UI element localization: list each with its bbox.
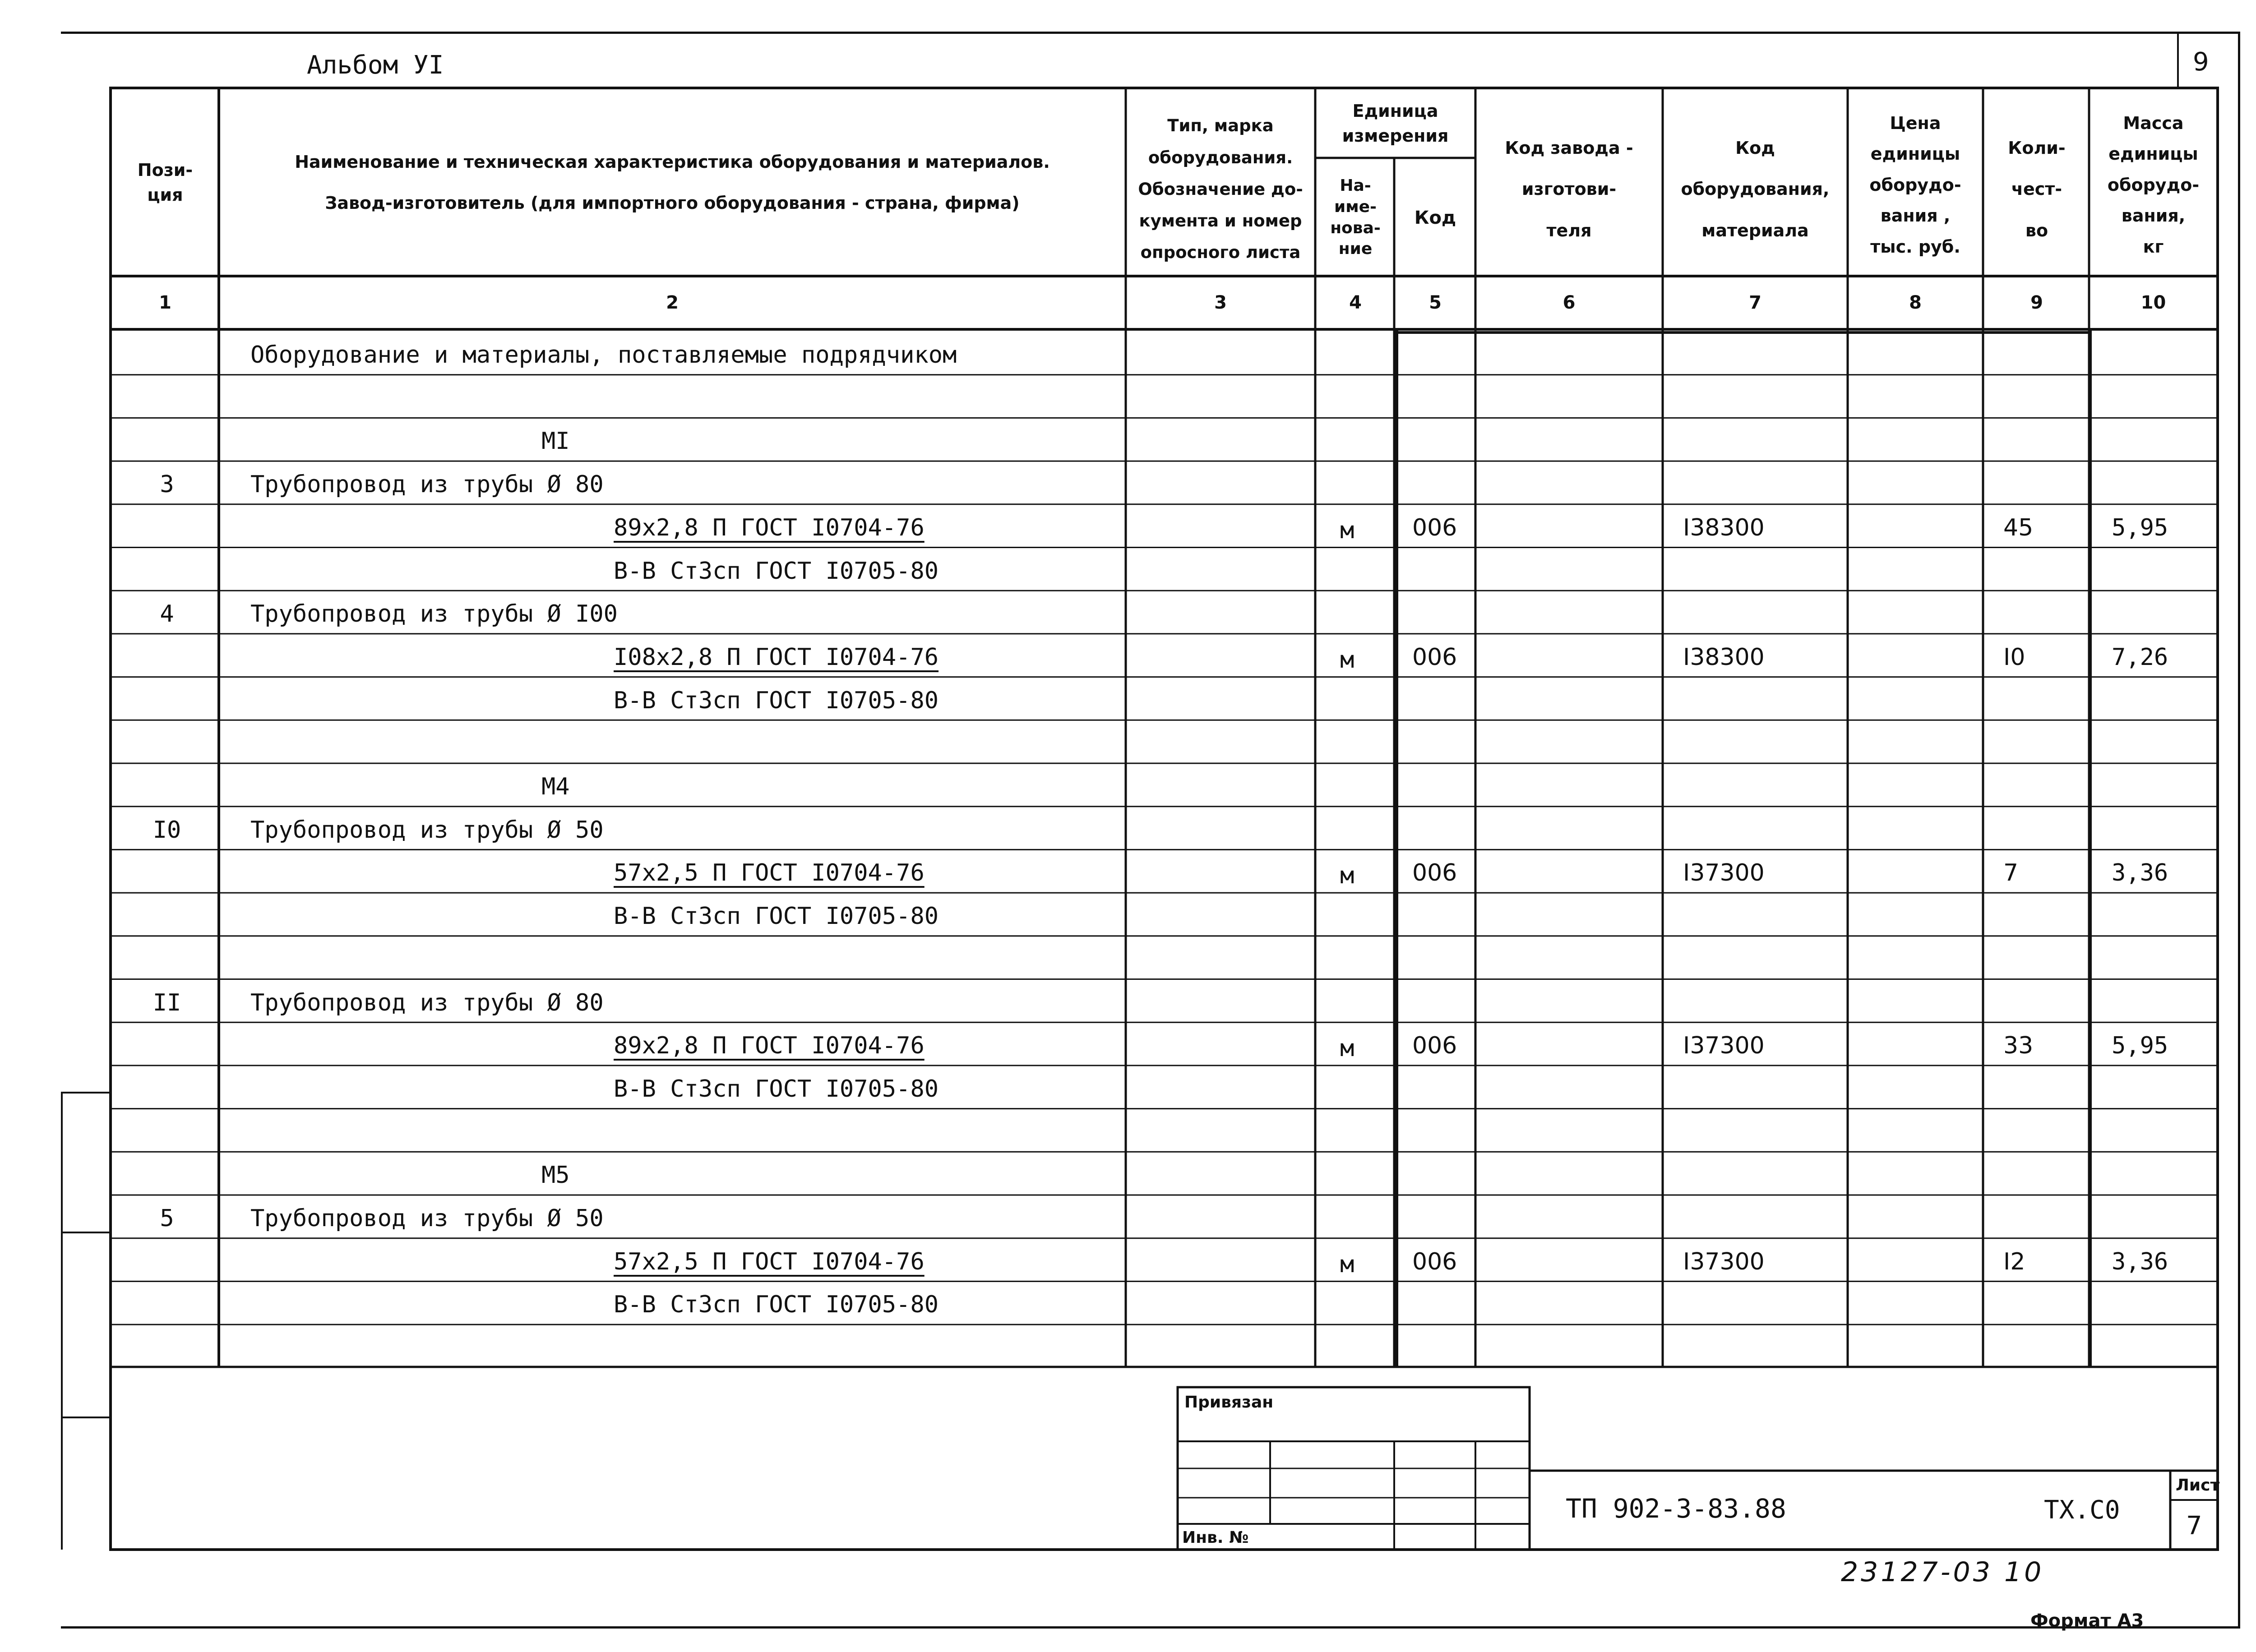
row-name: В-В Ст3сп ГОСТ I0705-80 bbox=[614, 1291, 939, 1319]
row-name: M4 bbox=[541, 773, 570, 800]
row-quantity: 7 bbox=[2003, 859, 2019, 887]
row-material-code: I37300 bbox=[1683, 1032, 1765, 1060]
row-mass: 5,95 bbox=[2112, 1032, 2168, 1060]
header-material-code: Код оборудования, материала bbox=[1681, 138, 1830, 240]
row-unit: м bbox=[1340, 517, 1355, 544]
row-name: 57x2,5 П ГОСТ I0704-76 bbox=[614, 859, 925, 887]
row-name: Оборудование и материалы, поставляемые подрядчиком bbox=[250, 341, 957, 369]
handwritten-number: 23127-03 10 bbox=[1841, 1556, 2044, 1588]
column-number-6: 6 bbox=[1563, 292, 1576, 313]
stamp-sheet-number: 7 bbox=[2186, 1511, 2202, 1541]
column-number-1: 1 bbox=[159, 292, 171, 313]
row-name: Трубопровод из трубы Ø 80 bbox=[250, 989, 604, 1016]
row-position: 4 bbox=[160, 600, 174, 628]
row-name: Трубопровод из трубы Ø 50 bbox=[250, 1205, 604, 1232]
row-material-code: I38300 bbox=[1683, 643, 1765, 671]
row-quantity: 45 bbox=[2003, 514, 2034, 541]
column-number-3: 3 bbox=[1214, 292, 1227, 313]
stamp-privyazan: Привязан bbox=[1184, 1393, 1274, 1412]
format-label: Формат А3 bbox=[2030, 1610, 2144, 1631]
column-number-8: 8 bbox=[1909, 292, 1922, 313]
row-name: 89x2,8 П ГОСТ I0704-76 bbox=[614, 514, 925, 541]
stamp-designation: ТП 902-3-83.88 bbox=[1566, 1493, 1786, 1524]
row-material-code: I38300 bbox=[1683, 514, 1765, 541]
row-name: В-В Ст3сп ГОСТ I0705-80 bbox=[614, 903, 939, 930]
row-name: Трубопровод из трубы Ø I00 bbox=[250, 600, 618, 628]
column-number-4: 4 bbox=[1349, 292, 1362, 313]
album-label: Альбом УI bbox=[307, 51, 444, 80]
header-unit-name: На- име- нова- ние bbox=[1330, 176, 1381, 258]
stamp-doc-code: ТХ.С0 bbox=[2044, 1495, 2120, 1525]
row-material-code: I37300 bbox=[1683, 1248, 1765, 1275]
row-name: В-В Ст3сп ГОСТ I0705-80 bbox=[614, 557, 939, 585]
row-unit-code: 006 bbox=[1412, 859, 1457, 887]
row-quantity: I2 bbox=[2003, 1248, 2025, 1275]
row-position: 3 bbox=[160, 471, 174, 498]
row-unit: м bbox=[1340, 862, 1355, 890]
header-position: Пози- ция bbox=[137, 160, 193, 205]
row-mass: 3,36 bbox=[2112, 859, 2168, 887]
row-name: I08x2,8 П ГОСТ I0704-76 bbox=[614, 643, 939, 671]
column-number-2: 2 bbox=[666, 292, 679, 313]
row-unit-code: 006 bbox=[1412, 1032, 1457, 1060]
column-number-10: 10 bbox=[2140, 292, 2166, 313]
row-name: 89x2,8 П ГОСТ I0704-76 bbox=[614, 1032, 925, 1060]
row-unit: м bbox=[1340, 646, 1355, 674]
row-name: В-В Ст3сп ГОСТ I0705-80 bbox=[614, 687, 939, 714]
row-unit-code: 006 bbox=[1412, 643, 1457, 671]
header-unit: Единица измерения bbox=[1342, 101, 1449, 146]
row-mass: 3,36 bbox=[2112, 1248, 2168, 1275]
row-unit-code: 006 bbox=[1412, 514, 1457, 541]
row-unit-code: 006 bbox=[1412, 1248, 1457, 1275]
header-type: Тип, марка оборудования. Обозначение до- кумента и номер опросного листа bbox=[1138, 116, 1303, 263]
row-position: II bbox=[153, 989, 181, 1016]
column-number-9: 9 bbox=[2030, 292, 2043, 313]
column-number-5: 5 bbox=[1429, 292, 1442, 313]
stamp-inv-no: Инв. № bbox=[1182, 1528, 1249, 1547]
row-name: Трубопровод из трубы Ø 80 bbox=[250, 471, 604, 498]
row-mass: 7,26 bbox=[2112, 643, 2168, 671]
row-name: M5 bbox=[541, 1162, 570, 1189]
header-factory-code: Код завода - изготови- теля bbox=[1505, 138, 1633, 240]
row-mass: 5,95 bbox=[2112, 514, 2168, 541]
row-name: В-В Ст3сп ГОСТ I0705-80 bbox=[614, 1075, 939, 1103]
page-number: 9 bbox=[2193, 47, 2209, 77]
row-quantity: 33 bbox=[2003, 1032, 2034, 1060]
row-name: Трубопровод из трубы Ø 50 bbox=[250, 816, 604, 844]
row-unit: м bbox=[1340, 1035, 1355, 1062]
header-quantity: Коли- чест- во bbox=[2008, 138, 2066, 240]
header-price: Цена единицы оборудо- вания , тыс. руб. bbox=[1869, 113, 1961, 257]
header-mass: Масса единицы оборудо- вания, кг bbox=[2107, 113, 2200, 257]
row-material-code: I37300 bbox=[1683, 859, 1765, 887]
row-position: 5 bbox=[160, 1205, 174, 1232]
column-number-7: 7 bbox=[1749, 292, 1761, 313]
row-name: 57x2,5 П ГОСТ I0704-76 bbox=[614, 1248, 925, 1275]
row-quantity: I0 bbox=[2003, 643, 2025, 671]
header-name: Наименование и техническая характеристика оборудования и материалов. Завод-изготовитель (для импортного оборудования - страна, фирма) bbox=[295, 152, 1050, 213]
stamp-sheet-label: Лист bbox=[2176, 1476, 2220, 1495]
header-unit-code: Код bbox=[1414, 207, 1456, 228]
row-name: MI bbox=[541, 428, 570, 455]
row-position: I0 bbox=[153, 816, 181, 844]
row-unit: м bbox=[1340, 1251, 1355, 1278]
